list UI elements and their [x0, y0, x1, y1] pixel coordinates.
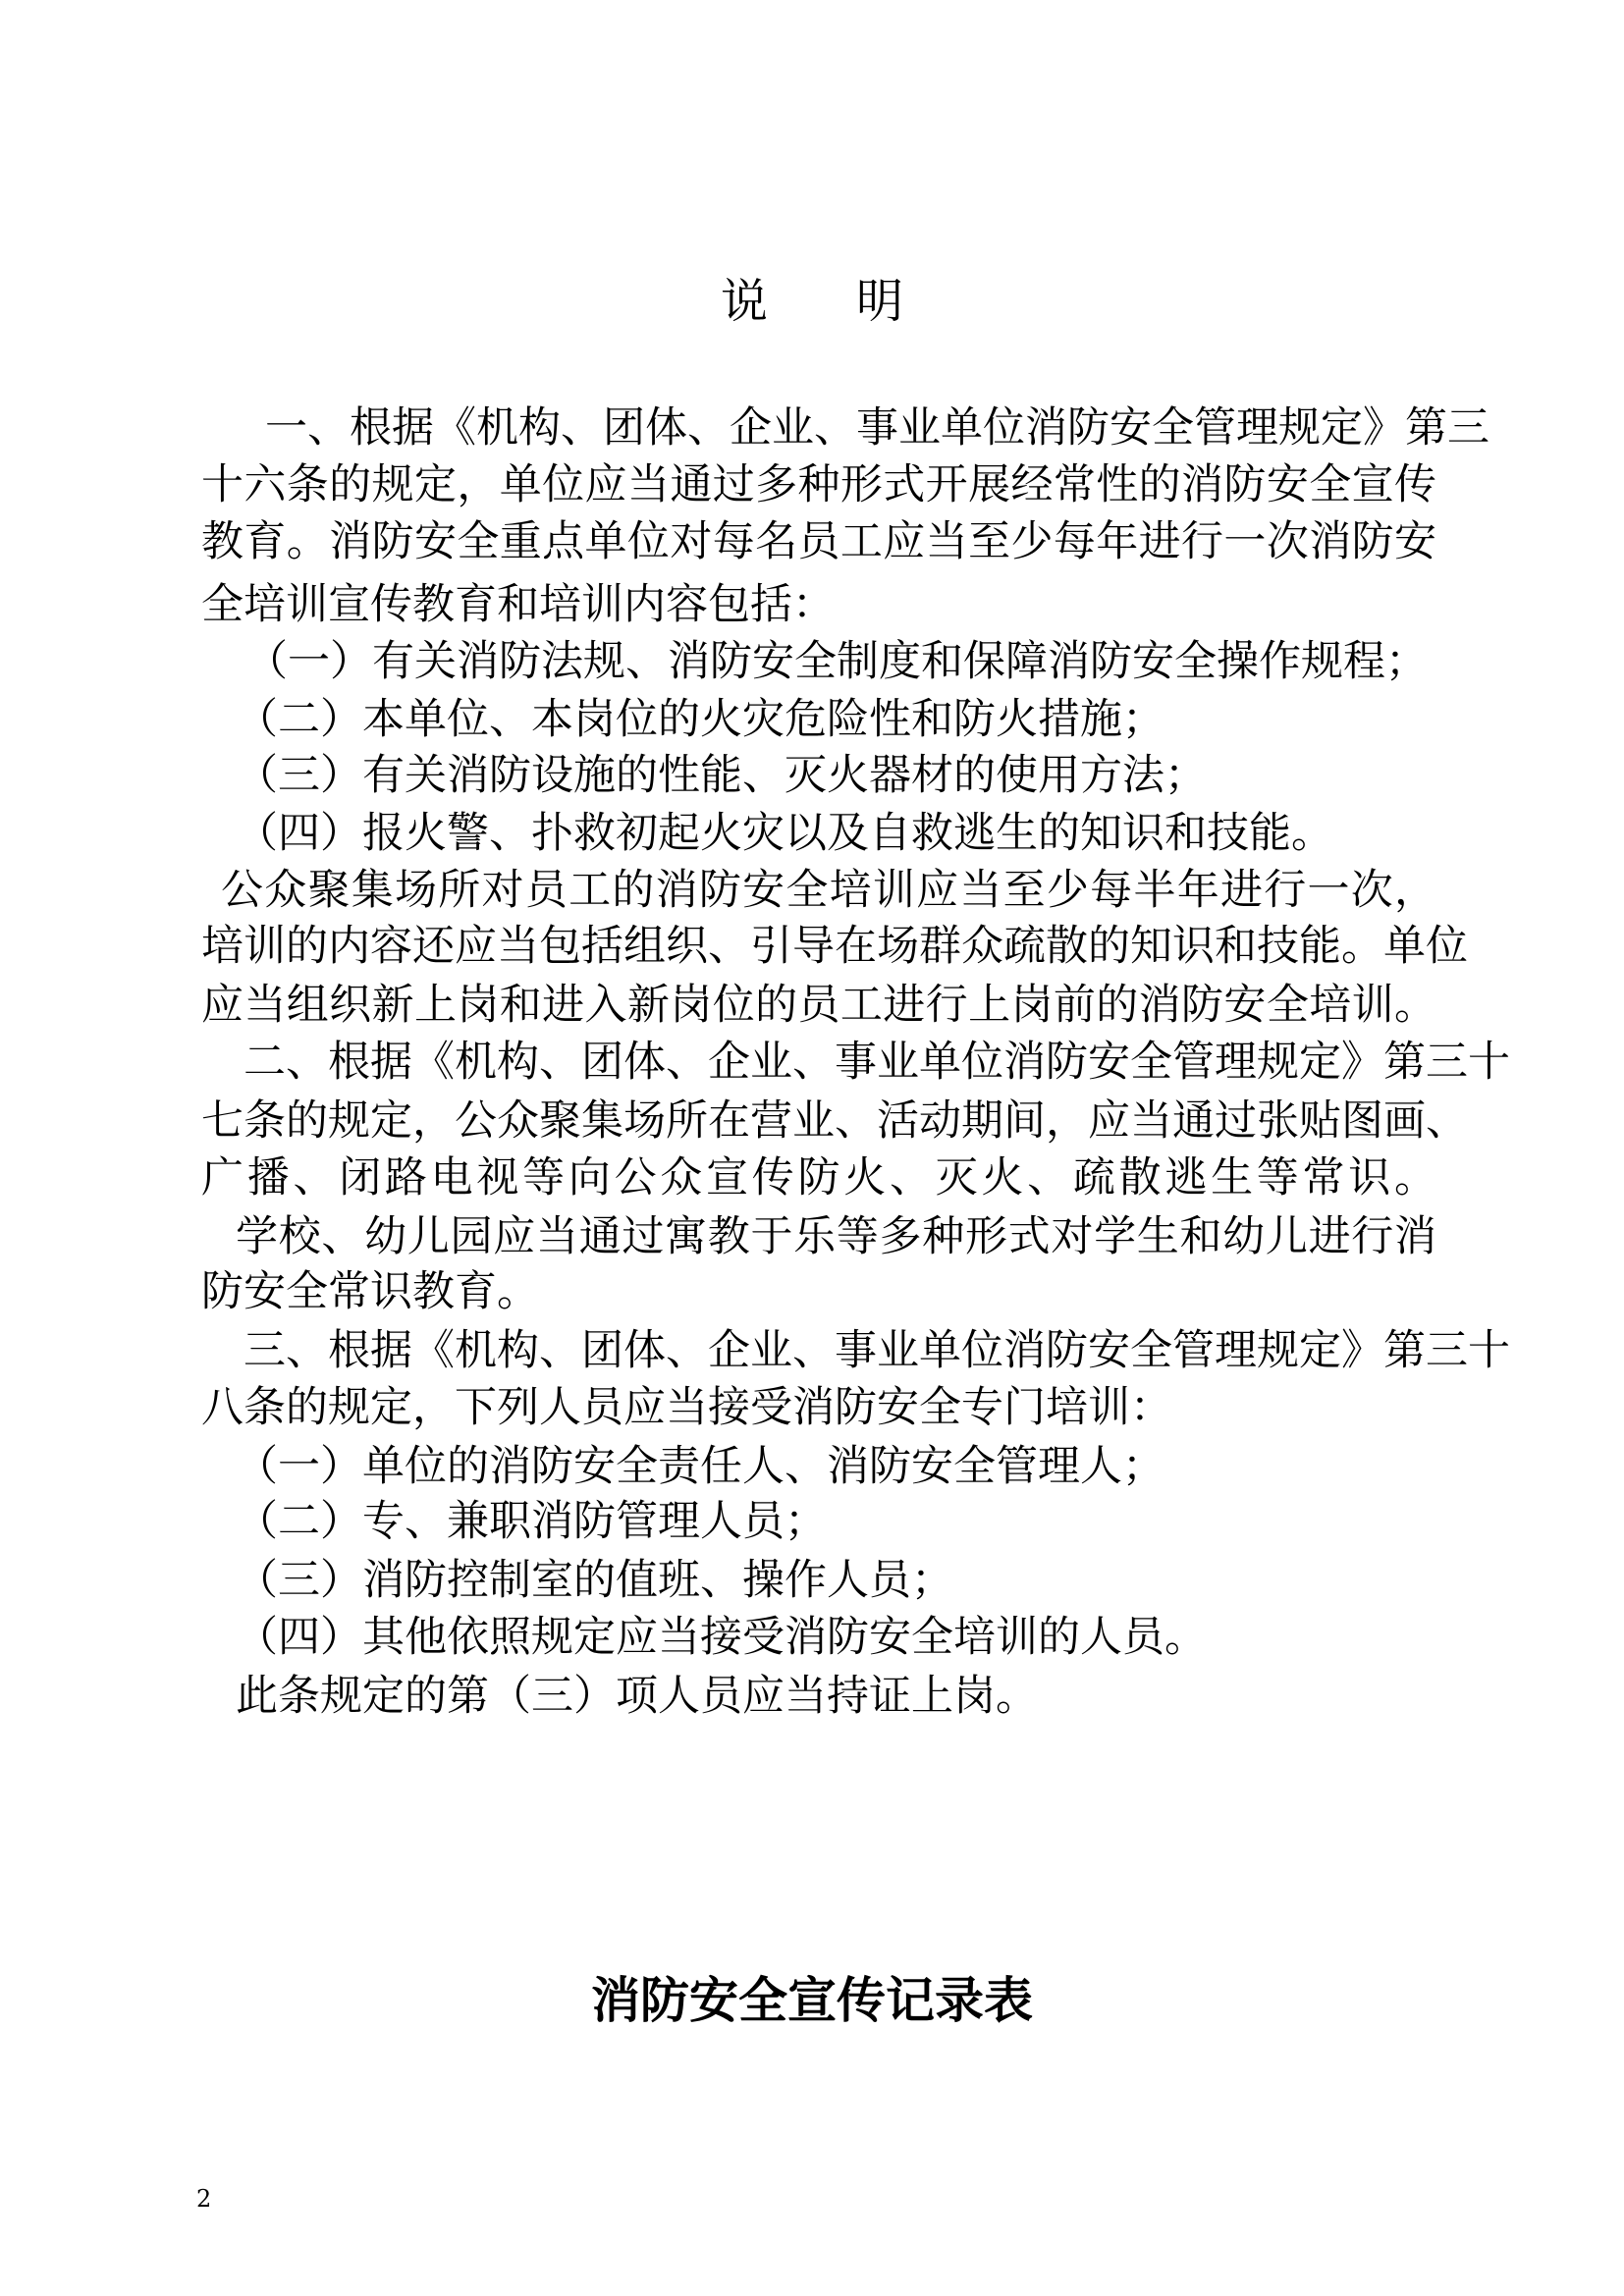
paragraph-line: 学校、幼儿园应当通过寓教于乐等多种形式对学生和幼儿进行消 — [236, 1212, 1437, 1261]
paragraph-line: （二）本单位、本岗位的火灾危险性和防火措施； — [236, 695, 1164, 744]
paragraph-line: （一）有关消防法规、消防安全制度和保障消防安全操作规程； — [245, 637, 1428, 686]
page-number: 2 — [196, 2185, 212, 2213]
paragraph-line: 广播、闭路电视等向公众宣传防火、灭火、疏散逃生等常识。 — [201, 1153, 1440, 1202]
document-title: 说明 — [720, 274, 992, 329]
paragraph-line: 应当组织新上岗和进入新岗位的员工进行上岗前的消防安全培训。 — [201, 981, 1437, 1030]
paragraph-line: 全培训宣传教育和培训内容包括： — [201, 580, 835, 629]
paragraph-line: （四）报火警、扑救初起火灾以及自救逃生的知识和技能。 — [236, 809, 1333, 858]
paragraph-line: （二）专、兼职消防管理人员； — [236, 1497, 827, 1546]
paragraph-line: 八条的规定，下列人员应当接受消防安全专门培训： — [201, 1383, 1172, 1432]
paragraph-line: 二、根据《机构、团体、企业、事业单位消防安全管理规定》第三十 — [244, 1038, 1510, 1087]
paragraph-line: 七条的规定，公众聚集场所在营业、活动期间，应当通过张贴图画、 — [201, 1096, 1468, 1146]
paragraph-line: （三）有关消防设施的性能、灭火器材的使用方法； — [236, 751, 1207, 800]
paragraph-line: 十六条的规定，单位应当通过多种形式开展经常性的消防安全宣传 — [201, 460, 1437, 509]
paragraph-line: （一）单位的消防安全责任人、消防安全管理人； — [236, 1442, 1164, 1491]
paragraph-line: 教育。消防安全重点单位对每名员工应当至少每年进行一次消防安 — [201, 517, 1437, 566]
paragraph-line: 此条规定的第（三）项人员应当持证上岗。 — [236, 1672, 1038, 1721]
record-table-title: 消防安全宣传记录表 — [591, 1972, 1033, 2029]
paragraph-line: 一、根据《机构、团体、企业、事业单位消防安全管理规定》第三 — [265, 403, 1489, 453]
paragraph-line: （三）消防控制室的值班、操作人员； — [236, 1556, 953, 1605]
paragraph-line: （四）其他依照规定应当接受消防安全培训的人员。 — [236, 1613, 1207, 1662]
paragraph-line: 三、根据《机构、团体、企业、事业单位消防安全管理规定》第三十 — [244, 1326, 1510, 1375]
paragraph-line: 培训的内容还应当包括组织、引导在场群众疏散的知识和技能。单位 — [201, 922, 1468, 971]
paragraph-line: 公众聚集场所对员工的消防安全培训应当至少每半年进行一次， — [221, 866, 1438, 915]
paragraph-line: 防安全常识教育。 — [201, 1267, 539, 1316]
